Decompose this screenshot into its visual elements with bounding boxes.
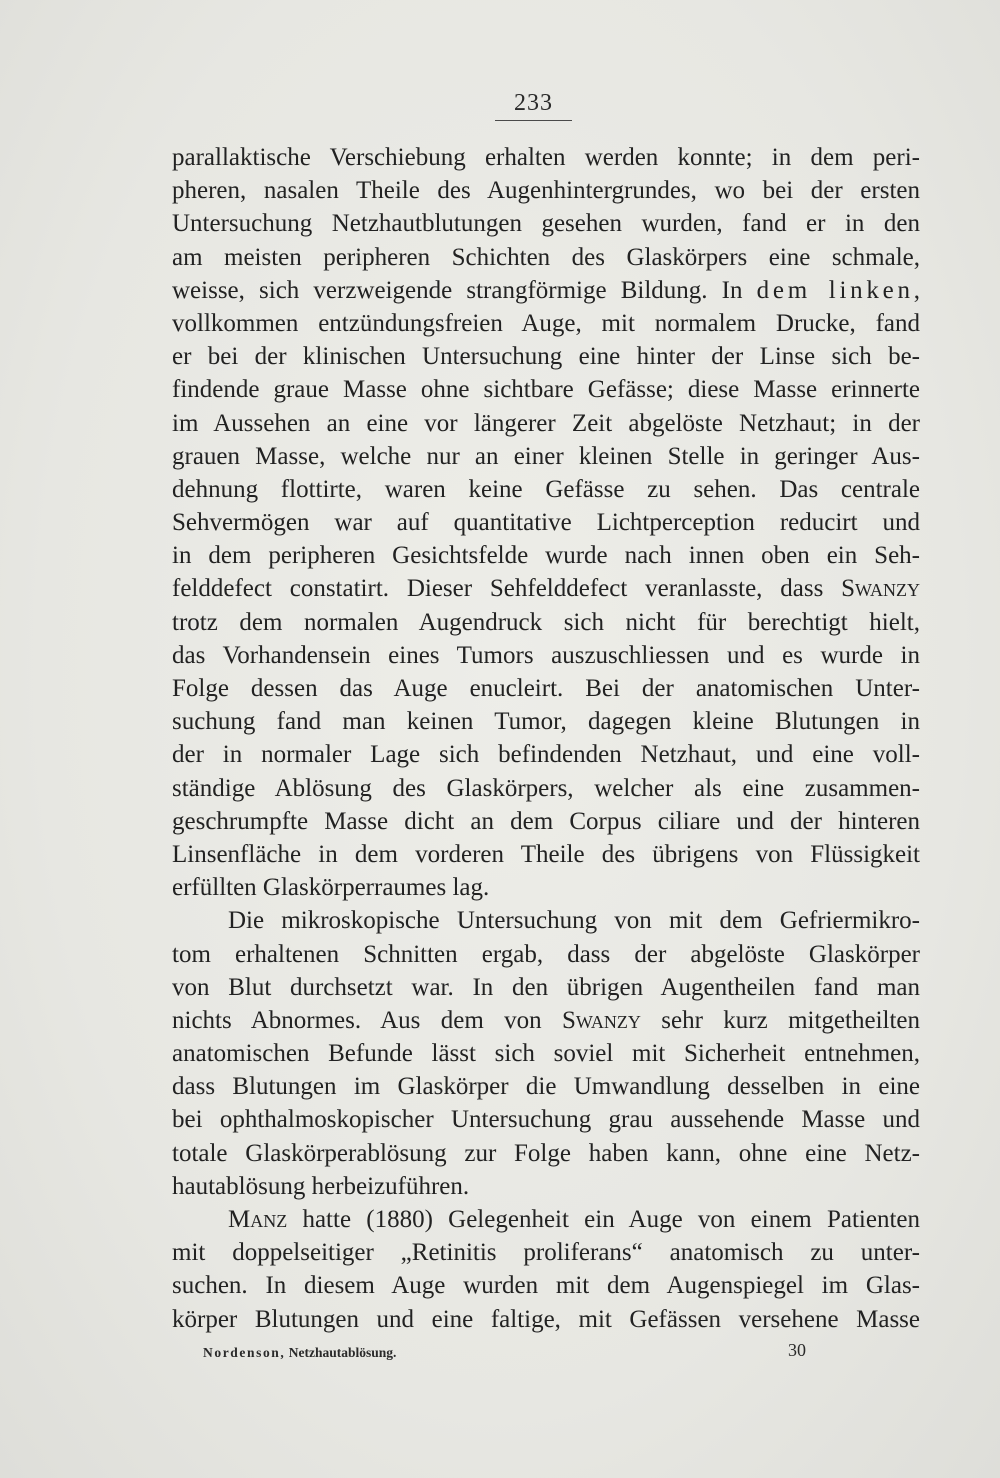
paragraph xyxy=(172,141,920,904)
person-name: Manz xyxy=(228,1206,288,1233)
page-number: 233 xyxy=(514,90,553,116)
text-line: parallaktische Verschiebung erhalten werden konnte; in dem peri- xyxy=(172,144,920,171)
text-line: das Vorhandensein eines Tumors auszuschliessen und es wurde in xyxy=(172,641,920,669)
text-line: totale Glaskörperablösung zur Folge haben kann, ohne eine Netz- xyxy=(172,1139,920,1167)
text-line: am meisten peripheren Schichten des Glaskörpers eine schmale, xyxy=(172,243,920,271)
text-line: vollkommen entzündungsfreien Auge, mit normalem Drucke, fand xyxy=(172,309,920,337)
text-line: mit doppelseitiger „Retinitis proliferans“ anatomisch zu unter- xyxy=(172,1239,920,1267)
text-line: Folge dessen das Auge enucleirt. Bei der anatomischen Unter- xyxy=(172,675,920,702)
text-line: grauen Masse, welche nur an einer kleinen Stelle in geringer Aus- xyxy=(172,442,920,470)
text-line xyxy=(172,572,920,605)
text-line: Untersuchung Netzhautblutungen gesehen wurden, fand er in den xyxy=(172,210,920,238)
text-line: Linsenfläche in dem vorderen Theile des übrigens von Flüssigkeit xyxy=(172,840,920,868)
text-line xyxy=(172,1004,920,1037)
body-text xyxy=(172,141,920,1336)
text-line: er bei der klinischen Untersuchung eine hinter der Linse sich be- xyxy=(172,343,920,371)
text-line xyxy=(172,1203,920,1236)
text-line: hautablösung herbeizuführen. xyxy=(172,1172,470,1200)
text-line: in dem peripheren Gesichtsfelde wurde nach innen oben ein Seh- xyxy=(172,542,920,570)
paragraph xyxy=(172,1203,920,1336)
header-rule xyxy=(495,120,572,121)
footer-signature-line xyxy=(203,1343,396,1363)
line-segment: felddefect constatirt. Dieser Sehfelddefect veranlasste, dass xyxy=(172,575,842,603)
text-line: pheren, nasalen Theile des Augenhintergrundes, wo bei der ersten xyxy=(172,177,920,205)
person-name: Swanzy xyxy=(841,575,920,603)
text-line: suchung fand man keinen Tumor, dagegen kleine Blutungen in xyxy=(172,708,920,736)
text-line: der in normaler Lage sich befindenden Netzhaut, und eine voll- xyxy=(172,741,920,769)
text-line: erfüllten Glaskörperraumes lag. xyxy=(172,874,490,902)
text-line: ständige Ablösung des Glaskörpers, welcher als eine zusammen- xyxy=(172,774,920,802)
line-segment: sehr kurz mitgetheilten xyxy=(640,1006,920,1034)
footer-title: Netzhautablösung. xyxy=(288,1345,397,1360)
text-line: trotz dem normalen Augendruck sich nicht für berechtigt hielt, xyxy=(172,608,920,636)
text-line: geschrumpfte Masse dicht an dem Corpus ciliare und der hinteren xyxy=(172,807,920,835)
text-line: suchen. In diesem Auge wurden mit dem Augenspiegel im Glas- xyxy=(172,1272,920,1300)
line-segment: weisse, sich verzweigende strangförmige Bildung. In xyxy=(172,276,757,304)
text-line: im Aussehen an eine vor längerer Zeit abgelöste Netzhaut; in der xyxy=(172,409,920,437)
text-line: Sehvermögen war auf quantitative Lichtperception reducirt und xyxy=(172,509,920,537)
footer-author: Nordenson, xyxy=(203,1345,286,1360)
paragraph xyxy=(172,904,920,1203)
spaced-emphasis: dem linken xyxy=(756,276,914,304)
sheet-number: 30 xyxy=(788,1340,806,1360)
text-line: körper Blutungen und eine faltige, mit Gefässen versehene Masse xyxy=(172,1305,920,1333)
text-line: findende graue Masse ohne sichtbare Gefässe; diese Masse erinnerte xyxy=(172,376,920,404)
line-segment: nichts Abnormes. Aus dem von xyxy=(172,1006,563,1034)
text-line xyxy=(172,274,920,307)
text-line: von Blut durchsetzt war. In den übrigen Augentheilen fand man xyxy=(172,973,920,1001)
text-line: dehnung flottirte, waren keine Gefässe zu sehen. Das centrale xyxy=(172,475,920,503)
text-line: anatomischen Befunde lässt sich soviel mit Sicherheit entnehmen, xyxy=(172,1040,920,1068)
line-segment: , xyxy=(913,276,920,304)
person-name: Swanzy xyxy=(562,1006,641,1034)
text-line: tom erhaltenen Schnitten ergab, dass der abgelöste Glaskörper xyxy=(172,940,920,968)
text-line: bei ophthalmoskopischer Untersuchung grau aussehende Masse und xyxy=(172,1106,920,1134)
line-segment: hatte (1880) Gelegenheit ein Auge von einem Patienten xyxy=(287,1206,920,1233)
text-line: Die mikroskopische Untersuchung von mit dem Gefriermikro- xyxy=(228,907,920,935)
text-line: dass Blutungen im Glaskörper die Umwandlung desselben in eine xyxy=(172,1073,920,1101)
